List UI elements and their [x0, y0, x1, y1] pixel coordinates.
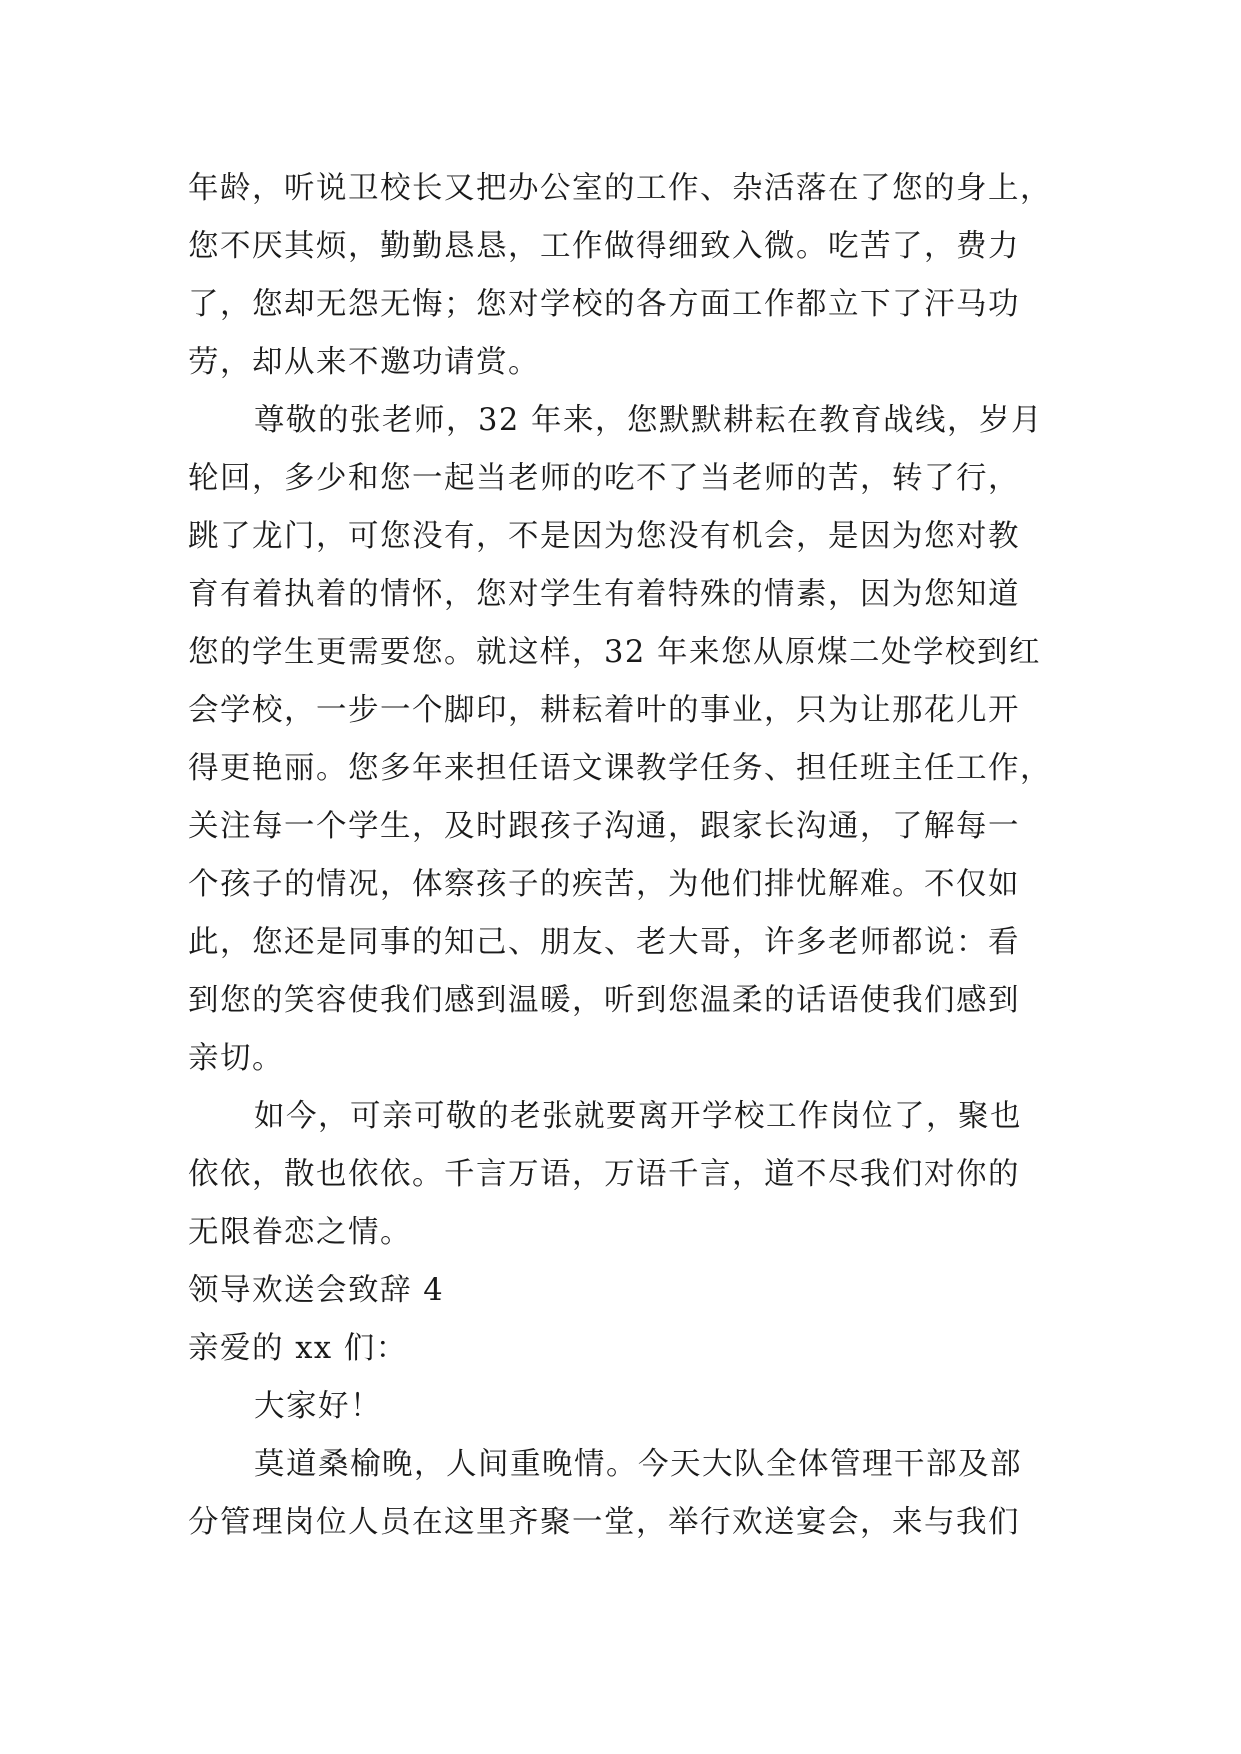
text-line: 依依，散也依依。千言万语，万语千言，道不尽我们对你的 — [188, 1157, 1020, 1192]
text-line: 您的学生更需要您。就这样，32 年来您从原煤二处学校到红 — [188, 635, 1042, 670]
text-line: 分管理岗位人员在这里齐聚一堂，举行欢送宴会，来与我们 — [188, 1505, 1020, 1540]
text-line: 年龄，听说卫校长又把办公室的工作、杂活落在了您的身上， — [188, 171, 1052, 206]
text-line: 亲切。 — [188, 1041, 284, 1076]
text-line: 莫道桑榆晚，人间重晚情。今天大队全体管理干部及部 — [254, 1447, 1022, 1482]
text-line: 到您的笑容使我们感到温暖，听到您温柔的话语使我们感到 — [188, 983, 1020, 1018]
text-line: 跳了龙门，可您没有，不是因为您没有机会，是因为您对教 — [188, 519, 1020, 554]
document-body — [188, 160, 1056, 1552]
text-line: 得更艳丽。您多年来担任语文课教学任务、担任班主任工作， — [188, 751, 1052, 786]
text-line: 育有着执着的情怀，您对学生有着特殊的情素，因为您知道 — [188, 577, 1020, 612]
text-line: 大家好！ — [254, 1389, 382, 1424]
text-line: 轮回，多少和您一起当老师的吃不了当老师的苦，转了行， — [188, 461, 1020, 496]
text-line: 会学校，一步一个脚印，耕耘着叶的事业，只为让那花儿开 — [188, 693, 1020, 728]
text-line: 无限眷恋之情。 — [188, 1215, 412, 1250]
text-line: 您不厌其烦，勤勤恳恳，工作做得细致入微。吃苦了，费力 — [188, 229, 1020, 264]
text-line: 尊敬的张老师，32 年来，您默默耕耘在教育战线，岁月 — [254, 403, 1044, 438]
text-line: 劳，却从来不邀功请赏。 — [188, 345, 540, 380]
text-line: 关注每一个学生，及时跟孩子沟通，跟家长沟通，了解每一 — [188, 809, 1020, 844]
section-heading: 领导欢送会致辞 4 — [188, 1273, 445, 1308]
text-line: 个孩子的情况，体察孩子的疾苦，为他们排忧解难。不仅如 — [188, 867, 1020, 902]
text-line: 如今，可亲可敬的老张就要离开学校工作岗位了，聚也 — [254, 1099, 1022, 1134]
salutation: 亲爱的 xx 们： — [188, 1331, 408, 1366]
text-line: 了，您却无怨无悔；您对学校的各方面工作都立下了汗马功 — [188, 287, 1020, 322]
text-line: 此，您还是同事的知己、朋友、老大哥，许多老师都说：看 — [188, 925, 1020, 960]
